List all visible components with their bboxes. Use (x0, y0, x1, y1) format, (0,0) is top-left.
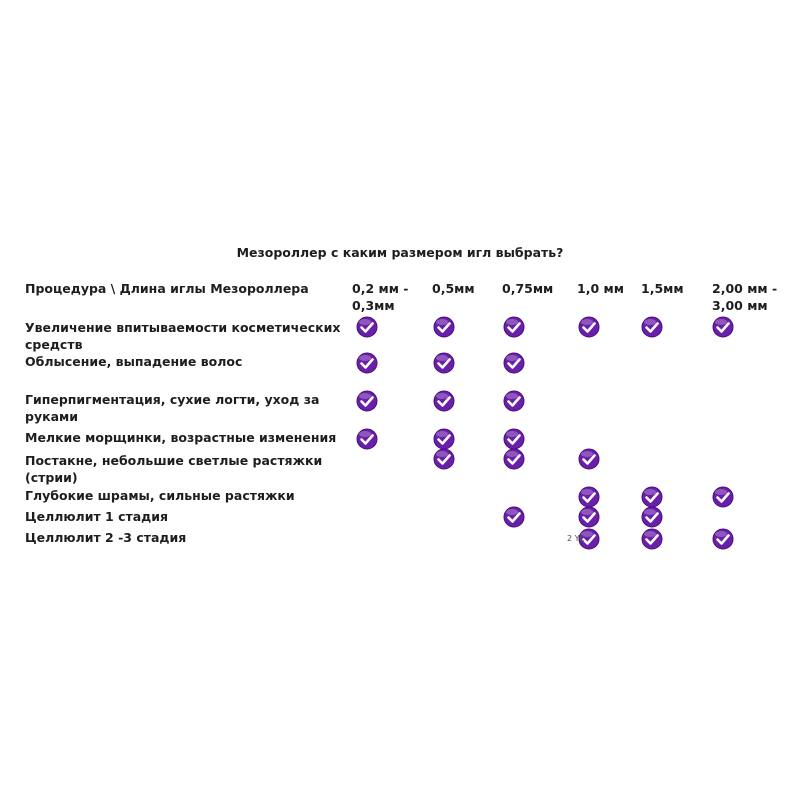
check-circle-icon (578, 506, 600, 528)
check-circle-icon (433, 316, 455, 338)
check-circle-icon (433, 352, 455, 374)
check-circle-icon (503, 506, 525, 528)
check-circle-icon (433, 448, 455, 470)
check-circle-icon (503, 448, 525, 470)
check-circle-icon (578, 486, 600, 508)
check-circle-icon (356, 352, 378, 374)
row-label: Увеличение впитываемости косметических средств (25, 320, 341, 352)
check-circle-icon (641, 528, 663, 550)
row-label: Целлюлит 1 стадия (25, 509, 169, 524)
column-header: 0,5мм (432, 281, 475, 296)
row-label: Облысение, выпадение волос (25, 354, 243, 369)
row-label: Постакне, небольшие светлые растяжки (стрии) (25, 453, 323, 485)
check-circle-icon (503, 428, 525, 450)
column-header: 0,2 мм - 0,3мм (352, 281, 409, 313)
check-circle-icon (356, 316, 378, 338)
row-label: Гиперпигментация, сухие логти, уход за руками (25, 392, 320, 424)
table-title: Мезороллер с каким размером игл выбрать? (236, 245, 564, 260)
check-circle-icon (641, 506, 663, 528)
column-header: 1,0 мм (577, 281, 624, 296)
check-circle-icon (578, 448, 600, 470)
header-label: Процедура \ Длина иглы Мезороллера (25, 281, 309, 296)
watermark-text: 2 YE (567, 534, 585, 543)
check-circle-icon (712, 486, 734, 508)
column-header: 0,75мм (502, 281, 554, 296)
check-circle-icon (641, 486, 663, 508)
check-circle-icon (641, 316, 663, 338)
check-circle-icon (712, 316, 734, 338)
column-header: 1,5мм (641, 281, 684, 296)
check-circle-icon (712, 528, 734, 550)
check-circle-icon (503, 316, 525, 338)
row-label: Целлюлит 2 -3 стадия (25, 530, 187, 545)
check-circle-icon (578, 316, 600, 338)
check-circle-icon (356, 428, 378, 450)
check-circle-icon (433, 390, 455, 412)
check-circle-icon (503, 352, 525, 374)
column-header: 2,00 мм - 3,00 мм (712, 281, 778, 313)
check-circle-icon (433, 428, 455, 450)
check-circle-icon (503, 390, 525, 412)
row-label: Мелкие морщинки, возрастные изменения (25, 430, 337, 445)
row-label: Глубокие шрамы, сильные растяжки (25, 488, 295, 503)
check-circle-icon (356, 390, 378, 412)
